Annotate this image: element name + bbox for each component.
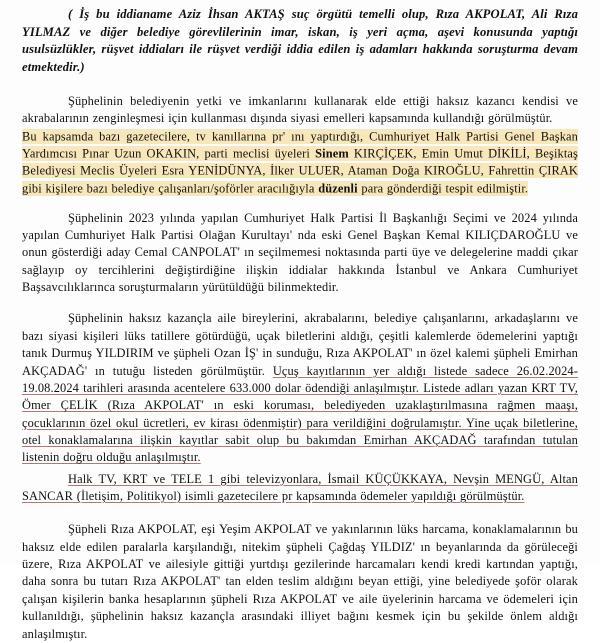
highlight-bold-word-duzenli: düzenli (318, 181, 358, 196)
spending-underlined-text: Uçuş kayıtlarının yer aldığı listede sadece 26.02.2024-19.08.2024 tarihleri arasında acentelere 633.000 dolar ödendiği anlaşılmıştır. Listede adları yazan KRT TV, Ömer ÇELİK (Rıza AKPOLAT' ın eski koruması, belediyeden uzaklaştırılmasına rağmen maaşı, çocuklarının özel okul ücretleri, ev kirası ödenmiştir) para verildiğini doğrulamıştır. Yine uçak biletlerine, otel konaklamalarına ilişkin kayıtlar sabit olup bu bakımdan Emirhan AKÇADAĞ tarafından tutulan listenin doğru olduğu anlaşılmıştır. (22, 363, 578, 465)
paragraph-tv-channel-payments (22, 471, 578, 506)
tv-payments-underlined-text: Halk TV, KRT ve TELE 1 gibi televizyonlara, İsmail KÜÇÜKKAYA, Nevşin MENGÜ, Altan SANCAR (İletişim, Politikyol) isimli gazetecilere pr kapsamında ödemeler yapıldığı görülmüştür. (22, 471, 578, 504)
paragraph-luxury-travel-spending (22, 310, 578, 466)
paragraph-indictment-note: ( İş bu iddianame Aziz İhsan AKTAŞ suç örgütü temelli olup, Rıza AKPOLAT, Ali Rıza YILMAZ ve diğer belediye görevlilerinin imar, iskan, iş yeri açma, aşevi konusunda yaptığı usulsüzlükler, rüşvet iddiaları ile rüşvet verdiği iddia edilen iş adamları hakkında soruşturma devam etmektedir.) (22, 7, 578, 74)
highlight-segment-3: para gönderdiği tespit edilmiştir. (357, 181, 529, 196)
highlight-segment-2: KIRÇİÇEK, Emin Umut DİKİLİ, Beşiktaş Belediyesi Meclis Üyeleri Esra YENİDÜNYA, İlker ULUER, Ataman Doğa KIROĞLU, Fahrettin ÇIRAK gibi kişilere bazı belediye çalışanları/şoförler aracılığıyla (22, 146, 578, 196)
highlight-segment-1: Bu kapsamda bazı gazetecilere, tv kanıllarına pr' ını yaptırdığı, Cumhuriyet Halk Partisi Genel Başkan Yardımcısı Pınar Uzun OKAKIN, parti meclisi üyeleri (22, 129, 578, 161)
paragraph-family-luxury-spending: Şüpheli Rıza AKPOLAT, eşi Yeşim AKPOLAT ve yakınlarının lüks harcama, konaklamalarının bu haksız elde edilen paralarla karşılandığı, nitekim şüpheli Çağdaş YILDIZ' ın beyanlarında da görüleceği üzere, Rıza AKPOLAT ve ailesiyle gittiği yurtdışı gezilerinde harcamaları kendi kredi kartından yaptığı, daha sonra bu tutarı Rıza AKPOLAT' tan elden teslim aldığını beyan ettiği, yine belediyede şoför olarak çalışan kişilerin banka hesaplarının şüpheli Rıza AKPOLAT ve aile üyelerinin harcama ve ödemeleri için kullanıldığı, şüphelinin haksız kazançla arasındaki illiyet bağını kesmek için bu şekilde önlem aldığı anlaşılmıştır. (22, 522, 578, 641)
highlight-bold-name-sinem: Sinem (315, 146, 349, 161)
spending-plain-text: Şüphelinin haksız kazançla aile bireylerini, akrabalarını, belediye çalışanlarını, arkadaşlarını ve bazı siyasi kişileri lüks tatillere götürdüğü, uçak biletlerini aldığı, çeşitli kalemlerde ödemelerini yaptığı tanık Durmuş YILDIRIM ve şüpheli Ozan İŞ' in sunduğu, Rıza AKPOLAT' ın özel kalemi şüpheli Emirhan AKÇADAĞ' ın tutuğu listeden görülmüştür. (22, 311, 578, 378)
paragraph-power-abuse: Şüphelinin belediyenin yetki ve imkanlarını kullanarak elde ettiği haksız kazancı kendisi ve akrabalarının zenginleşmesi için kullanması dışında siyasi emelleri kapsamında kullandığı görülmüştür. (22, 93, 578, 125)
paragraph-party-elections: Şüphelinin 2023 yılında yapılan Cumhuriyet Halk Partisi İl Başkanlığı Seçimi ve 2024 yılında yapılan Cumhuriyet Halk Partisi Olağan Kurultayı' nda eski Genel Başkan Kemal KILIÇDAROĞLU ve onun gösterdiği aday Cemal CANPOLAT' ın seçilmemesi noktasında parti üye ve delegelerine maddi çıkar sağlayıp oy tercihlerini değiştirdiğine ilişkin iddialar hakkında İstanbul ve Ankara Cumhuriyet Başsavcılıklarınca soruşturmaların yürütüldüğü bilinmektedir. (22, 210, 578, 295)
paragraph-highlighted-journalist-payments (22, 128, 578, 197)
